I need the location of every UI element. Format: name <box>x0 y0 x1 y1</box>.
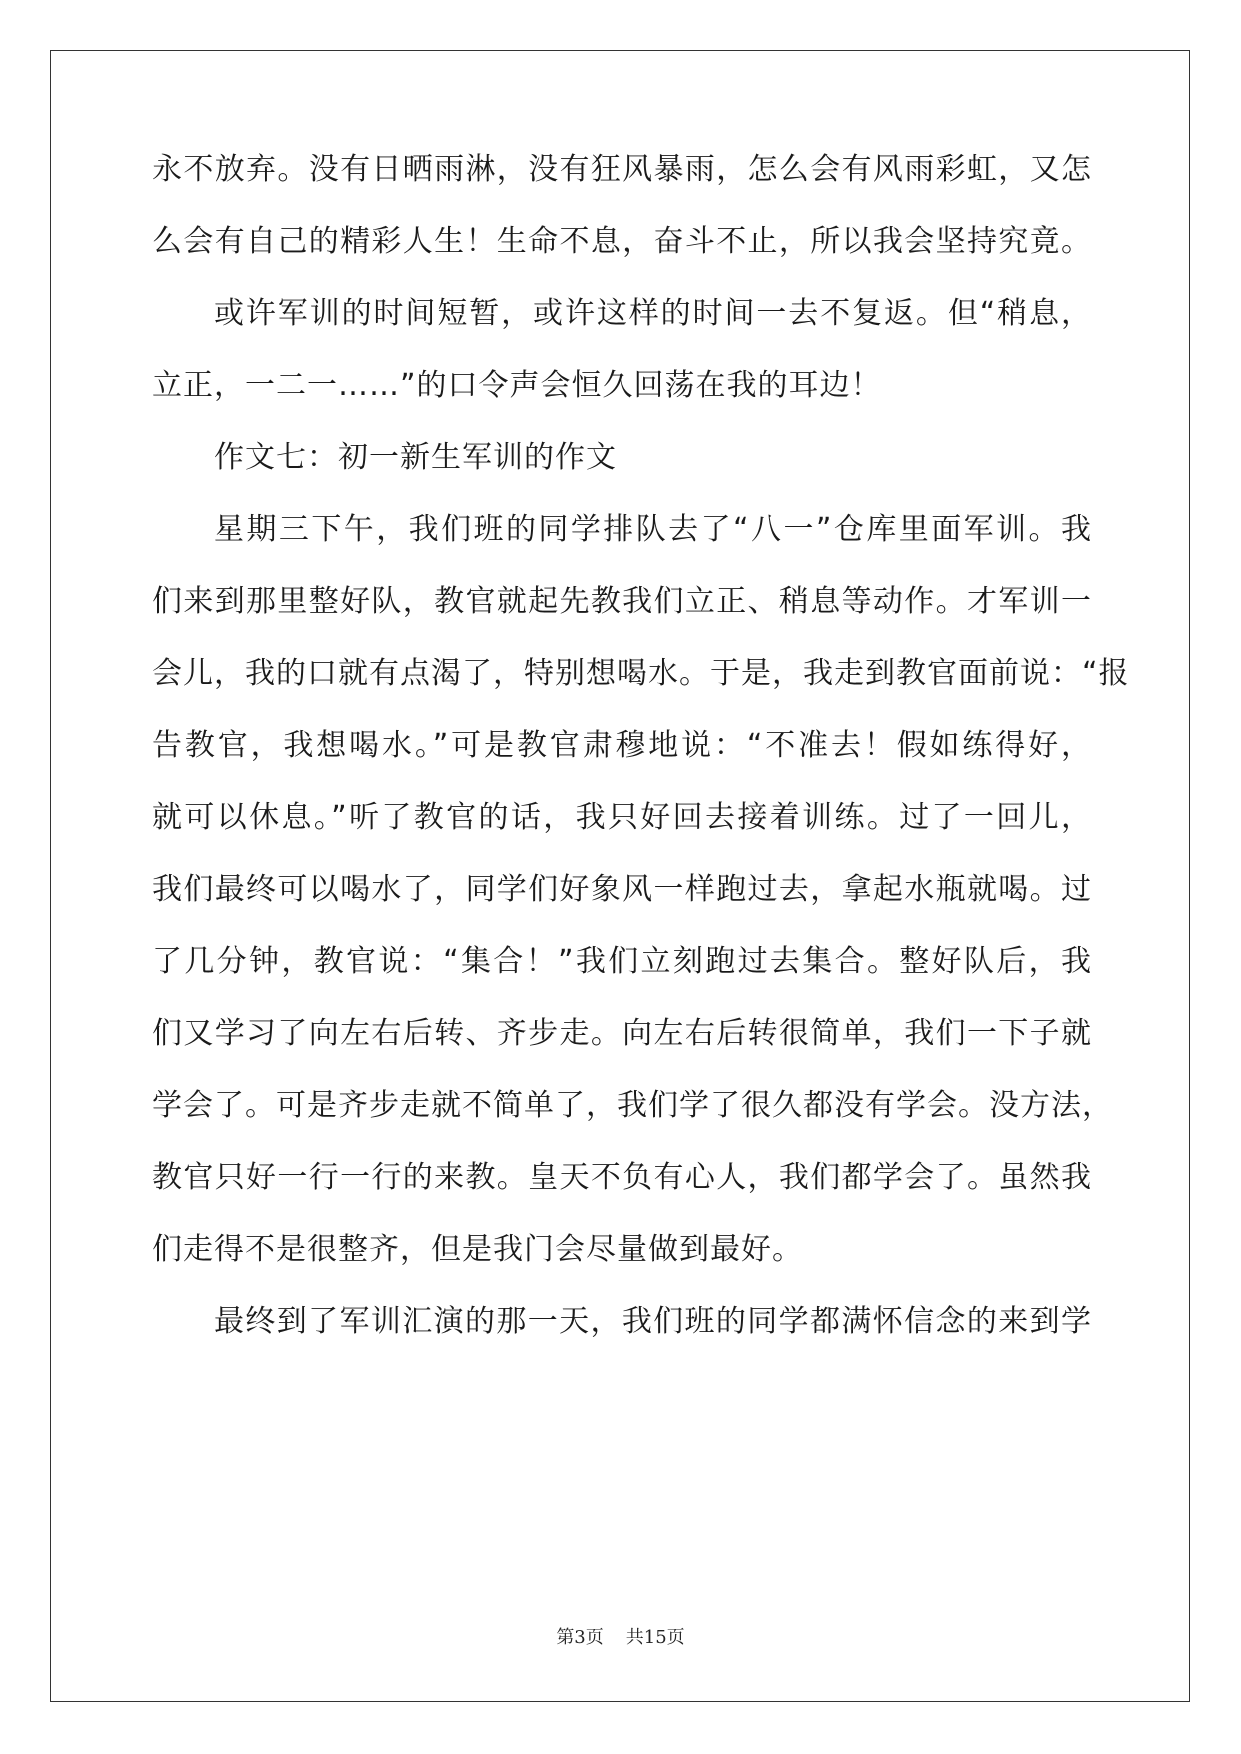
text-line: 们走得不是很整齐，但是我门会尽量做到最好。 <box>152 1232 803 1267</box>
text-line: 或许军训的时间短暂，或许这样的时间一去不复返。但“稍息， <box>214 296 1092 331</box>
text-line: 告教官，我想喝水。”可是教官肃穆地说：“不准去！假如练得好， <box>152 728 1092 763</box>
text-line: 们又学习了向左右后转、齐步走。向左右后转很简单，我们一下子就 <box>152 1016 1092 1051</box>
page-total: 共15页 <box>625 1627 685 1648</box>
text-line: 学会了。可是齐步走就不简单了，我们学了很久都没有学会。没方法， <box>152 1088 1113 1123</box>
page-footer <box>0 1626 1241 1650</box>
text-line: 就可以休息。”听了教官的话，我只好回去接着训练。过了一回儿， <box>152 800 1092 835</box>
text-line: 永不放弃。没有日晒雨淋，没有狂风暴雨，怎么会有风雨彩虹，又怎 <box>152 152 1092 187</box>
section-heading: 作文七：初一新生军训的作文 <box>214 440 617 475</box>
text-line: 立正，一二一……”的口令声会恒久回荡在我的耳边！ <box>152 368 882 403</box>
text-line: 会儿，我的口就有点渴了，特别想喝水。于是，我走到教官面前说：“报 <box>152 656 1130 691</box>
text-line: 我们最终可以喝水了，同学们好象风一样跑过去，拿起水瓶就喝。过 <box>152 872 1092 907</box>
text-line: 么会有自己的精彩人生！生命不息，奋斗不止，所以我会坚持究竟。 <box>152 224 1092 259</box>
page-number: 第3页 <box>556 1627 604 1648</box>
text-line: 了几分钟，教官说：“集合！”我们立刻跑过去集合。整好队后，我 <box>152 944 1092 979</box>
text-line: 们来到那里整好队，教官就起先教我们立正、稍息等动作。才军训一 <box>152 584 1092 619</box>
text-line: 教官只好一行一行的来教。皇天不负有心人，我们都学会了。虽然我 <box>152 1160 1092 1195</box>
text-line: 星期三下午，我们班的同学排队去了“八一”仓库里面军训。我 <box>214 512 1092 547</box>
text-line: 最终到了军训汇演的那一天，我们班的同学都满怀信念的来到学 <box>214 1304 1092 1339</box>
